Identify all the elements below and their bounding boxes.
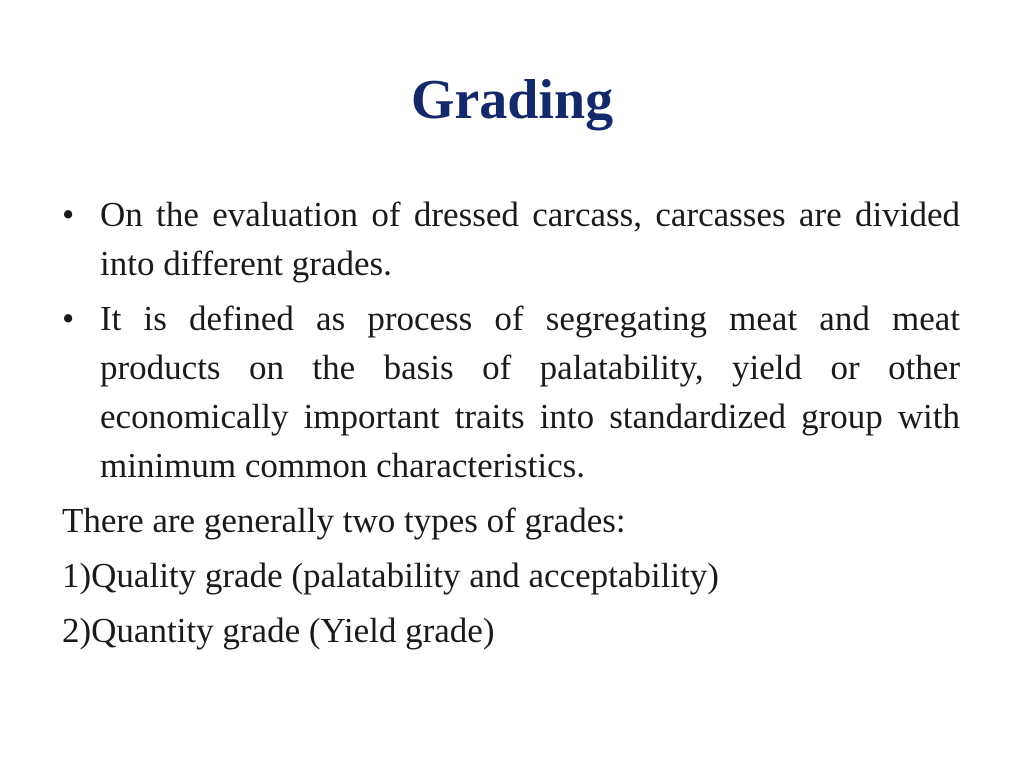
bullet-icon: •: [62, 299, 75, 338]
bullet-item: [62, 190, 960, 288]
grade-type-quantity: 2)Quantity grade (Yield grade): [62, 611, 495, 650]
grade-type-quality: 1)Quality grade (palatability and acceptability): [62, 556, 719, 595]
bullet-icon: •: [62, 195, 75, 234]
bullet-text: It is defined as process of segregating meat and meat products on the basis of palatability, yield or other economically important traits into standardized group with minimum common characteristics.: [100, 299, 960, 485]
grades-intro: There are generally two types of grades:: [62, 501, 626, 540]
slide-title: Grading: [410, 69, 614, 131]
slide-body: [62, 190, 960, 661]
bullet-text: On the evaluation of dressed carcass, carcasses are divided into different grades.: [100, 195, 960, 283]
bullet-item: [62, 294, 960, 490]
